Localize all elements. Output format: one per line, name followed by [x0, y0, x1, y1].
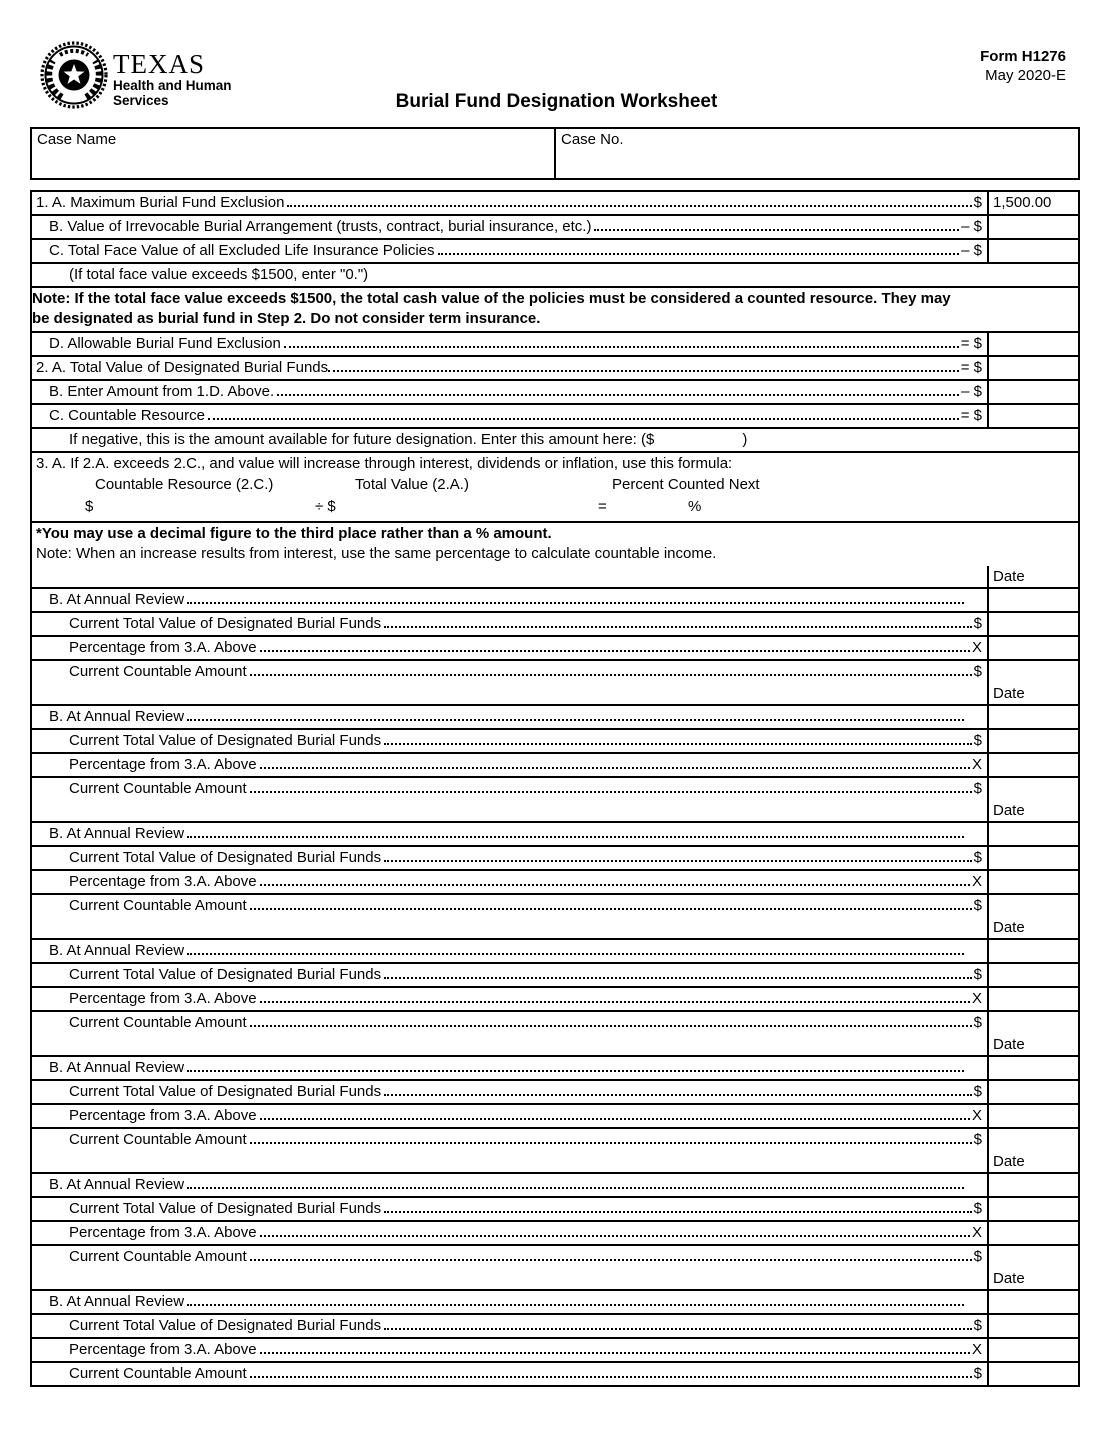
amount-1a[interactable]: 1,500.00 [987, 192, 1078, 214]
formula-intro: 3. A. If 2.A. exceeds 2.C., and value will increase through interest, dividends or inflation, use this formula: [36, 455, 733, 472]
row-current-countable [32, 1127, 1078, 1151]
row-operator: X [971, 1224, 982, 1241]
current-countable-field[interactable] [987, 1012, 1078, 1034]
leader-dots [187, 719, 964, 721]
row-at-annual-review [32, 1172, 1078, 1196]
leader-dots [260, 884, 970, 886]
row-label: Percentage from 3.A. Above [69, 990, 257, 1007]
row-label: Current Countable Amount [69, 663, 247, 680]
row-operator: $ [973, 1317, 982, 1334]
row-percentage [32, 986, 1078, 1010]
date-label: Date [987, 1268, 1078, 1289]
leader-dots [187, 836, 964, 838]
percentage-field[interactable] [987, 871, 1078, 893]
row-allowable-exclusion [32, 331, 1078, 355]
date-label: Date [987, 917, 1078, 938]
amount-2b[interactable] [987, 381, 1078, 403]
page-title: Burial Fund Designation Worksheet [395, 91, 718, 112]
form-meta [980, 47, 1066, 85]
row-label: Percentage from 3.A. Above [69, 756, 257, 773]
leader-dots [250, 908, 972, 910]
row-label: 1. A. Maximum Burial Fund Exclusion [36, 194, 285, 211]
row-at-annual-review [32, 821, 1078, 845]
leader-dots [250, 674, 972, 676]
row-total-designated-funds [32, 355, 1078, 379]
date-label: Date [987, 683, 1078, 704]
leader-dots [250, 791, 972, 793]
row-excluded-life-insurance [32, 238, 1078, 262]
current-total-value-field[interactable] [987, 730, 1078, 752]
leader-dots [250, 1376, 972, 1378]
row-label: B. At Annual Review [49, 591, 185, 608]
row-percentage [32, 752, 1078, 776]
row-operator: X [971, 756, 982, 773]
annual-review-block [32, 566, 1078, 683]
row-label: Current Total Value of Designated Burial Funds [69, 849, 382, 866]
row-current-total-value [32, 1313, 1078, 1337]
annual-review-date-field[interactable] [987, 823, 1078, 845]
amount-1d[interactable] [987, 333, 1078, 355]
row-label: B. At Annual Review [49, 708, 185, 725]
row-date-header [32, 800, 1078, 821]
row-percentage [32, 1103, 1078, 1127]
row-current-total-value [32, 1079, 1078, 1103]
leader-dots [384, 977, 972, 979]
row-label: B. At Annual Review [49, 1176, 185, 1193]
row-operator: $ [973, 663, 982, 680]
row-operator: $ [973, 780, 982, 797]
current-countable-field[interactable] [987, 661, 1078, 683]
percentage-field[interactable] [987, 1339, 1078, 1361]
leader-dots [384, 743, 972, 745]
row-label: B. At Annual Review [49, 825, 185, 842]
row-percentage [32, 1337, 1078, 1361]
if-negative-text: If negative, this is the amount available for future designation. Enter this amount here: ($ [69, 431, 655, 448]
row-label: Current Total Value of Designated Burial Funds [69, 732, 382, 749]
formula-divide-dollar[interactable]: ÷ $ [315, 498, 336, 515]
counted-resource-note: Note: If the total face value exceeds $1500, the total cash value of the policies must be considered a counted resource. They may be designated as burial fund in Step 2. Do not consider term insurance. [32, 290, 951, 327]
date-label: Date [987, 566, 1078, 587]
row-max-burial-exclusion [32, 192, 1078, 214]
row-operator: $ [973, 732, 982, 749]
leader-dots [260, 767, 970, 769]
leader-dots [260, 1001, 970, 1003]
row-date-header [32, 917, 1078, 938]
row-operator: – $ [961, 242, 982, 259]
current-countable-field[interactable] [987, 778, 1078, 800]
leader-dots [187, 1187, 964, 1189]
row-label: 2. A. Total Value of Designated Burial Funds [36, 359, 329, 376]
leader-dots [187, 602, 964, 604]
row-label: Current Countable Amount [69, 897, 247, 914]
leader-dots [384, 1094, 972, 1096]
percentage-field[interactable] [987, 1105, 1078, 1127]
row-at-annual-review [32, 1055, 1078, 1079]
row-current-total-value [32, 845, 1078, 869]
annual-review-date-field[interactable] [987, 1291, 1078, 1313]
row-operator: $ [973, 966, 982, 983]
row-label: Percentage from 3.A. Above [69, 1224, 257, 1241]
row-label: Current Total Value of Designated Burial Funds [69, 1317, 382, 1334]
row-label: Percentage from 3.A. Above [69, 1341, 257, 1358]
decimal-note: Note: When an increase results from interest, use the same percentage to calculate countable income. [36, 545, 717, 562]
row-if-negative-note [32, 427, 1078, 451]
worksheet-table [30, 190, 1080, 1387]
row-operator: $ [973, 1248, 982, 1265]
row-operator: $ [973, 849, 982, 866]
case-name-field[interactable] [32, 129, 556, 178]
leader-dots [384, 1211, 972, 1213]
annual-review-date-field[interactable] [987, 1174, 1078, 1196]
current-total-value-field[interactable] [987, 613, 1078, 635]
row-percentage [32, 635, 1078, 659]
row-current-countable [32, 1244, 1078, 1268]
row-current-countable [32, 893, 1078, 917]
row-operator: $ [973, 1365, 982, 1382]
leader-dots [187, 1070, 964, 1072]
decimal-note-bold: *You may use a decimal figure to the third place rather than a % amount. [36, 525, 552, 542]
row-operator: = $ [960, 407, 982, 424]
row-at-annual-review [32, 938, 1078, 962]
annual-review-date-field[interactable] [987, 706, 1078, 728]
row-operator: $ [973, 897, 982, 914]
agency-services: Services [113, 93, 169, 108]
row-label: C. Countable Resource [49, 407, 205, 424]
annual-review-block [32, 917, 1078, 1034]
formula-equals: = [598, 498, 607, 515]
row-label: Current Total Value of Designated Burial Funds [69, 966, 382, 983]
row-label: Current Total Value of Designated Burial Funds [69, 1200, 382, 1217]
row-label: D. Allowable Burial Fund Exclusion [49, 335, 281, 352]
row-operator: = $ [960, 335, 982, 352]
formula-column-labels [32, 474, 1078, 496]
row-date-header [32, 683, 1078, 704]
current-countable-field[interactable] [987, 1246, 1078, 1268]
annual-review-date-field[interactable] [987, 589, 1078, 611]
close-paren: ) [742, 431, 748, 448]
row-operator: $ [973, 1131, 982, 1148]
row-percentage [32, 869, 1078, 893]
leader-dots [260, 650, 970, 652]
row-label: Current Countable Amount [69, 1014, 247, 1031]
row-at-annual-review [32, 1289, 1078, 1313]
leader-dots [594, 229, 959, 231]
row-operator: X [971, 639, 982, 656]
row-operator: = $ [960, 359, 982, 376]
current-total-value-field[interactable] [987, 1198, 1078, 1220]
row-date-header [32, 566, 1078, 587]
formula-percent[interactable]: % [688, 498, 702, 515]
row-label: Current Total Value of Designated Burial Funds [69, 615, 382, 632]
row-label: B. Enter Amount from 1.D. Above. [49, 383, 275, 400]
row-label: B. At Annual Review [49, 942, 185, 959]
date-label: Date [987, 1151, 1078, 1172]
amount-1b[interactable] [987, 216, 1078, 238]
row-operator: – $ [961, 218, 982, 235]
row-current-countable [32, 659, 1078, 683]
row-operator: $ [973, 1200, 982, 1217]
row-current-countable [32, 1361, 1078, 1385]
annual-review-block [32, 1034, 1078, 1151]
review-blocks [32, 566, 1078, 1385]
leader-dots [250, 1259, 972, 1261]
leader-dots [260, 1352, 970, 1354]
row-label: B. At Annual Review [49, 1293, 185, 1310]
annual-review-block [32, 1268, 1078, 1385]
leader-dots [187, 1304, 964, 1306]
percentage-field[interactable] [987, 637, 1078, 659]
row-at-annual-review [32, 587, 1078, 611]
row-formula-section [32, 451, 1078, 521]
row-label: C. Total Face Value of all Excluded Life Insurance Policies [49, 242, 435, 259]
row-bold-note [32, 286, 1078, 331]
form-number: Form H1276 [980, 48, 1066, 65]
row-operator: X [971, 1107, 982, 1124]
annual-review-block [32, 683, 1078, 800]
current-total-value-field[interactable] [987, 847, 1078, 869]
case-name-label: Case Name [37, 131, 117, 148]
row-irrevocable-arrangement [32, 214, 1078, 238]
row-operator: $ [973, 1083, 982, 1100]
current-countable-field[interactable] [987, 1363, 1078, 1385]
row-if-total-note [32, 262, 1078, 286]
current-countable-field[interactable] [987, 1129, 1078, 1151]
agency-texas: TEXAS [113, 49, 205, 79]
formula-dollar1[interactable]: $ [85, 498, 94, 515]
amount-2a[interactable] [987, 357, 1078, 379]
row-date-header [32, 1034, 1078, 1055]
row-current-total-value [32, 1196, 1078, 1220]
formula-symbols [32, 496, 1078, 518]
row-operator: $ [973, 615, 982, 632]
row-current-countable [32, 776, 1078, 800]
leader-dots [250, 1025, 972, 1027]
row-current-countable [32, 1010, 1078, 1034]
row-date-header [32, 1268, 1078, 1289]
leader-dots [384, 626, 972, 628]
row-operator: X [971, 1341, 982, 1358]
row-countable-resource [32, 403, 1078, 427]
row-label: Current Countable Amount [69, 1365, 247, 1382]
current-total-value-field[interactable] [987, 1315, 1078, 1337]
row-label: Percentage from 3.A. Above [69, 639, 257, 656]
leader-dots [438, 253, 960, 255]
amount-2c[interactable] [987, 405, 1078, 427]
row-current-total-value [32, 962, 1078, 986]
row-current-total-value [32, 728, 1078, 752]
row-label: Percentage from 3.A. Above [69, 1107, 257, 1124]
percentage-field[interactable] [987, 754, 1078, 776]
row-label: Percentage from 3.A. Above [69, 873, 257, 890]
leader-dots [277, 394, 959, 396]
if-total-note: (If total face value exceeds $1500, enter "0.") [69, 266, 369, 283]
formula-col2-label: Total Value (2.A.) [355, 476, 469, 493]
current-total-value-field[interactable] [987, 964, 1078, 986]
annual-review-date-field[interactable] [987, 940, 1078, 962]
row-label: Current Countable Amount [69, 1131, 247, 1148]
formula-col1-label: Countable Resource (2.C.) [95, 476, 274, 493]
formula-col3-label: Percent Counted Next [612, 476, 760, 493]
date-label: Date [987, 800, 1078, 821]
row-at-annual-review [32, 704, 1078, 728]
row-current-total-value [32, 611, 1078, 635]
form-date: May 2020-E [985, 67, 1066, 84]
agency-health-human: Health and Human [113, 78, 232, 93]
row-percentage [32, 1220, 1078, 1244]
leader-dots [328, 370, 959, 372]
row-operator: $ [973, 194, 982, 211]
leader-dots [384, 1328, 972, 1330]
leader-dots [384, 860, 972, 862]
date-label: Date [987, 1034, 1078, 1055]
amount-1c[interactable] [987, 240, 1078, 262]
case-no-label: Case No. [561, 131, 624, 148]
annual-review-block [32, 1151, 1078, 1268]
leader-dots [260, 1235, 970, 1237]
leader-dots [287, 205, 971, 207]
row-decimal-note [32, 521, 1078, 566]
percentage-field[interactable] [987, 1222, 1078, 1244]
row-label: Current Countable Amount [69, 1248, 247, 1265]
row-label: Current Total Value of Designated Burial Funds [69, 1083, 382, 1100]
row-operator: X [971, 990, 982, 1007]
leader-dots [250, 1142, 972, 1144]
row-label: B. Value of Irrevocable Burial Arrangement (trusts, contract, burial insurance, etc.) [49, 218, 592, 235]
percentage-field[interactable] [987, 988, 1078, 1010]
row-operator: – $ [961, 383, 982, 400]
row-amount-from-1d [32, 379, 1078, 403]
row-date-header [32, 1151, 1078, 1172]
case-no-field[interactable] [556, 129, 1078, 178]
leader-dots [208, 418, 959, 420]
current-countable-field[interactable] [987, 895, 1078, 917]
annual-review-date-field[interactable] [987, 1057, 1078, 1079]
leader-dots [260, 1118, 970, 1120]
current-total-value-field[interactable] [987, 1081, 1078, 1103]
annual-review-block [32, 800, 1078, 917]
row-operator: X [971, 873, 982, 890]
case-info-table [30, 127, 1080, 180]
row-label: B. At Annual Review [49, 1059, 185, 1076]
row-operator: $ [973, 1014, 982, 1031]
row-label: Current Countable Amount [69, 780, 247, 797]
leader-dots [187, 953, 964, 955]
leader-dots [284, 346, 959, 348]
